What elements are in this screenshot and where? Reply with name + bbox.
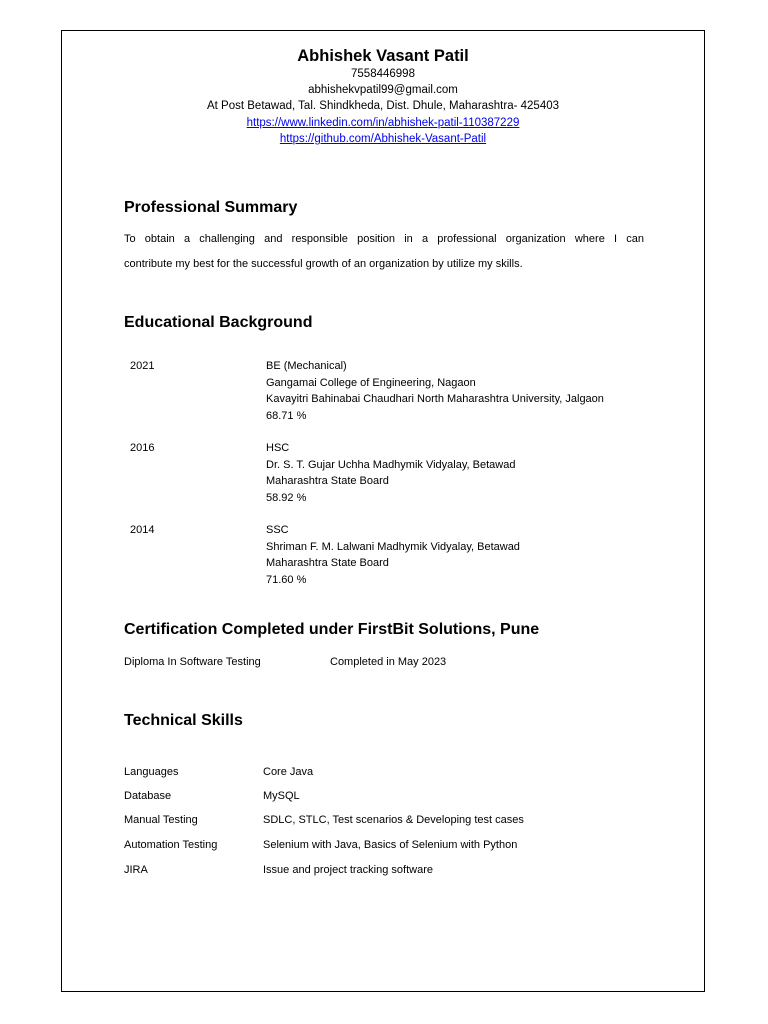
postal-address: At Post Betawad, Tal. Shindkheda, Dist. Dhule, Maharashtra- 425403	[206, 100, 560, 112]
education-score: 68.71 %	[266, 409, 307, 422]
skill-label: Languages	[124, 766, 179, 778]
education-entry	[266, 358, 604, 424]
skill-label: Automation Testing	[124, 839, 218, 851]
education-year: 2016	[130, 442, 155, 454]
skill-label: JIRA	[124, 864, 148, 876]
summary-heading: Professional Summary	[124, 199, 298, 216]
phone-number: 7558446998	[351, 68, 415, 80]
education-degree: SSC	[266, 524, 289, 536]
resume-page	[61, 30, 705, 992]
skill-value: Core Java	[263, 766, 314, 778]
education-year: 2021	[130, 360, 155, 372]
certification-status: Completed in May 2023	[330, 656, 447, 668]
education-board: Kavayitri Bahinabai Chaudhari North Maharashtra University, Jalgaon	[266, 393, 604, 405]
summary-line-1: To obtain a challenging and responsible position in a professional organization where I can	[124, 233, 644, 245]
skill-value: Selenium with Java, Basics of Selenium with Python	[263, 839, 518, 851]
education-board: Maharashtra State Board	[266, 475, 389, 487]
education-year: 2014	[130, 524, 155, 536]
certification-course: Diploma In Software Testing	[124, 656, 261, 668]
email-address: abhishekvpatil99@gmail.com	[308, 84, 458, 96]
education-entry	[266, 522, 520, 588]
skill-value: MySQL	[263, 790, 300, 802]
education-score: 58.92 %	[266, 491, 307, 504]
github-link[interactable]: https://github.com/Abhishek-Vasant-Patil	[279, 133, 487, 145]
education-institute: Dr. S. T. Gujar Uchha Madhymik Vidyalay, Betawad	[266, 458, 516, 471]
certification-heading: Certification Completed under FirstBit Solutions, Pune	[124, 621, 540, 638]
education-score: 71.60 %	[266, 573, 307, 586]
education-degree: BE (Mechanical)	[266, 360, 347, 372]
linkedin-row	[62, 117, 704, 129]
linkedin-link[interactable]: https://www.linkedin.com/in/abhishek-patil-110387229	[246, 117, 520, 129]
skill-value: SDLC, STLC, Test scenarios & Developing test cases	[263, 814, 524, 826]
candidate-name: Abhishek Vasant Patil	[297, 47, 469, 65]
education-board: Maharashtra State Board	[266, 557, 389, 569]
education-institute: Gangamai College of Engineering, Nagaon	[266, 376, 476, 389]
skill-label: Manual Testing	[124, 814, 198, 826]
skill-value: Issue and project tracking software	[263, 864, 433, 876]
education-entry	[266, 440, 515, 506]
education-institute: Shriman F. M. Lalwani Madhymik Vidyalay, Betawad	[266, 540, 520, 553]
skills-heading: Technical Skills	[124, 712, 243, 729]
education-degree: HSC	[266, 442, 290, 454]
summary-line-2: contribute my best for the successful growth of an organization by utilize my skills.	[124, 258, 523, 270]
education-heading: Educational Background	[124, 314, 313, 331]
github-row	[62, 133, 704, 145]
skill-label: Database	[124, 790, 172, 802]
